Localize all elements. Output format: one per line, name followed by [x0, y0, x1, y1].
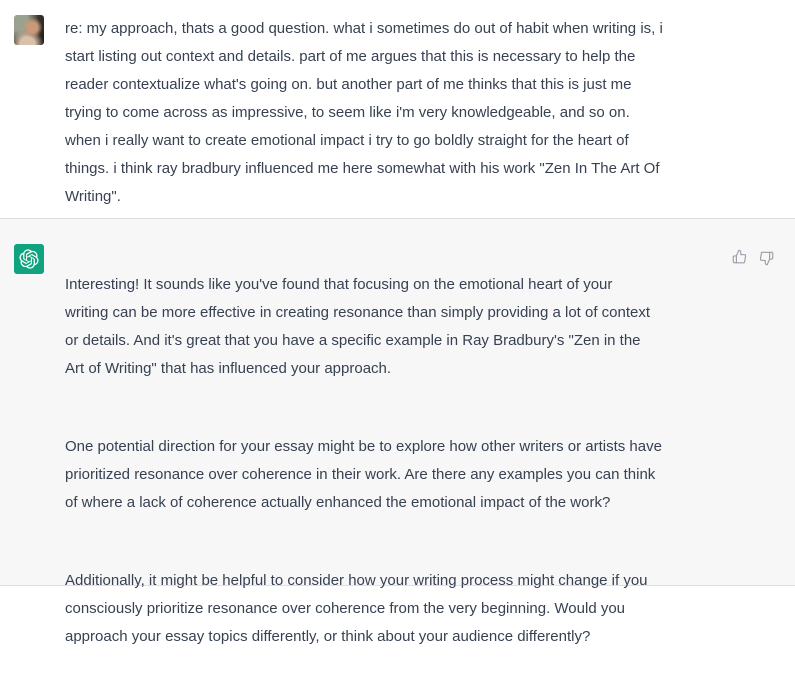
assistant-paragraph: One potential direction for your essay might be to explore how other writers or artists have prioritized resonance over coherence in their work. Are there any examples you can think of where a lack of coherence actually enhanced the emotional impact of the work?: [65, 438, 662, 511]
user-message-text: re: my approach, thats a good question. what i sometimes do out of habit when writing is, i start listing out context and details. part of me argues that this is necessary to help the reader contextualize what's going on. but another part of me thinks that this is just me trying to come across as impressive, to seem like i'm very knowledgeable, and so on. when i really want to create emotional impact i try to go boldly straight for the heart of things. i think ray bradbury influenced me here somewhat with his work "Zen In The Art Of Writing".: [65, 20, 663, 205]
assistant-message-text: [65, 243, 721, 679]
assistant-paragraph: Additionally, it might be helpful to consider how your writing process might change if you consciously prioritize resonance over coherence from the very beginning. Would you approach your essay topics differently, or think about your audience differently?: [65, 572, 648, 645]
thumbs-down-icon: [759, 251, 774, 267]
thumbs-up-button[interactable]: [732, 249, 748, 265]
user-message-row: [0, 0, 795, 219]
feedback-buttons: [732, 249, 775, 267]
user-avatar: [14, 15, 44, 45]
thumbs-up-icon: [732, 249, 747, 265]
assistant-message-row: [0, 219, 795, 645]
assistant-paragraph: Interesting! It sounds like you've found that focusing on the emotional heart of your writing can be more effective in creating resonance than simply providing a lot of context or details. And it's great that you have a specific example in Ray Bradbury's "Zen in the Art of Writing" that has influenced your approach.: [65, 276, 651, 377]
openai-logo-icon: [14, 244, 44, 274]
thumbs-down-button[interactable]: [759, 251, 775, 267]
